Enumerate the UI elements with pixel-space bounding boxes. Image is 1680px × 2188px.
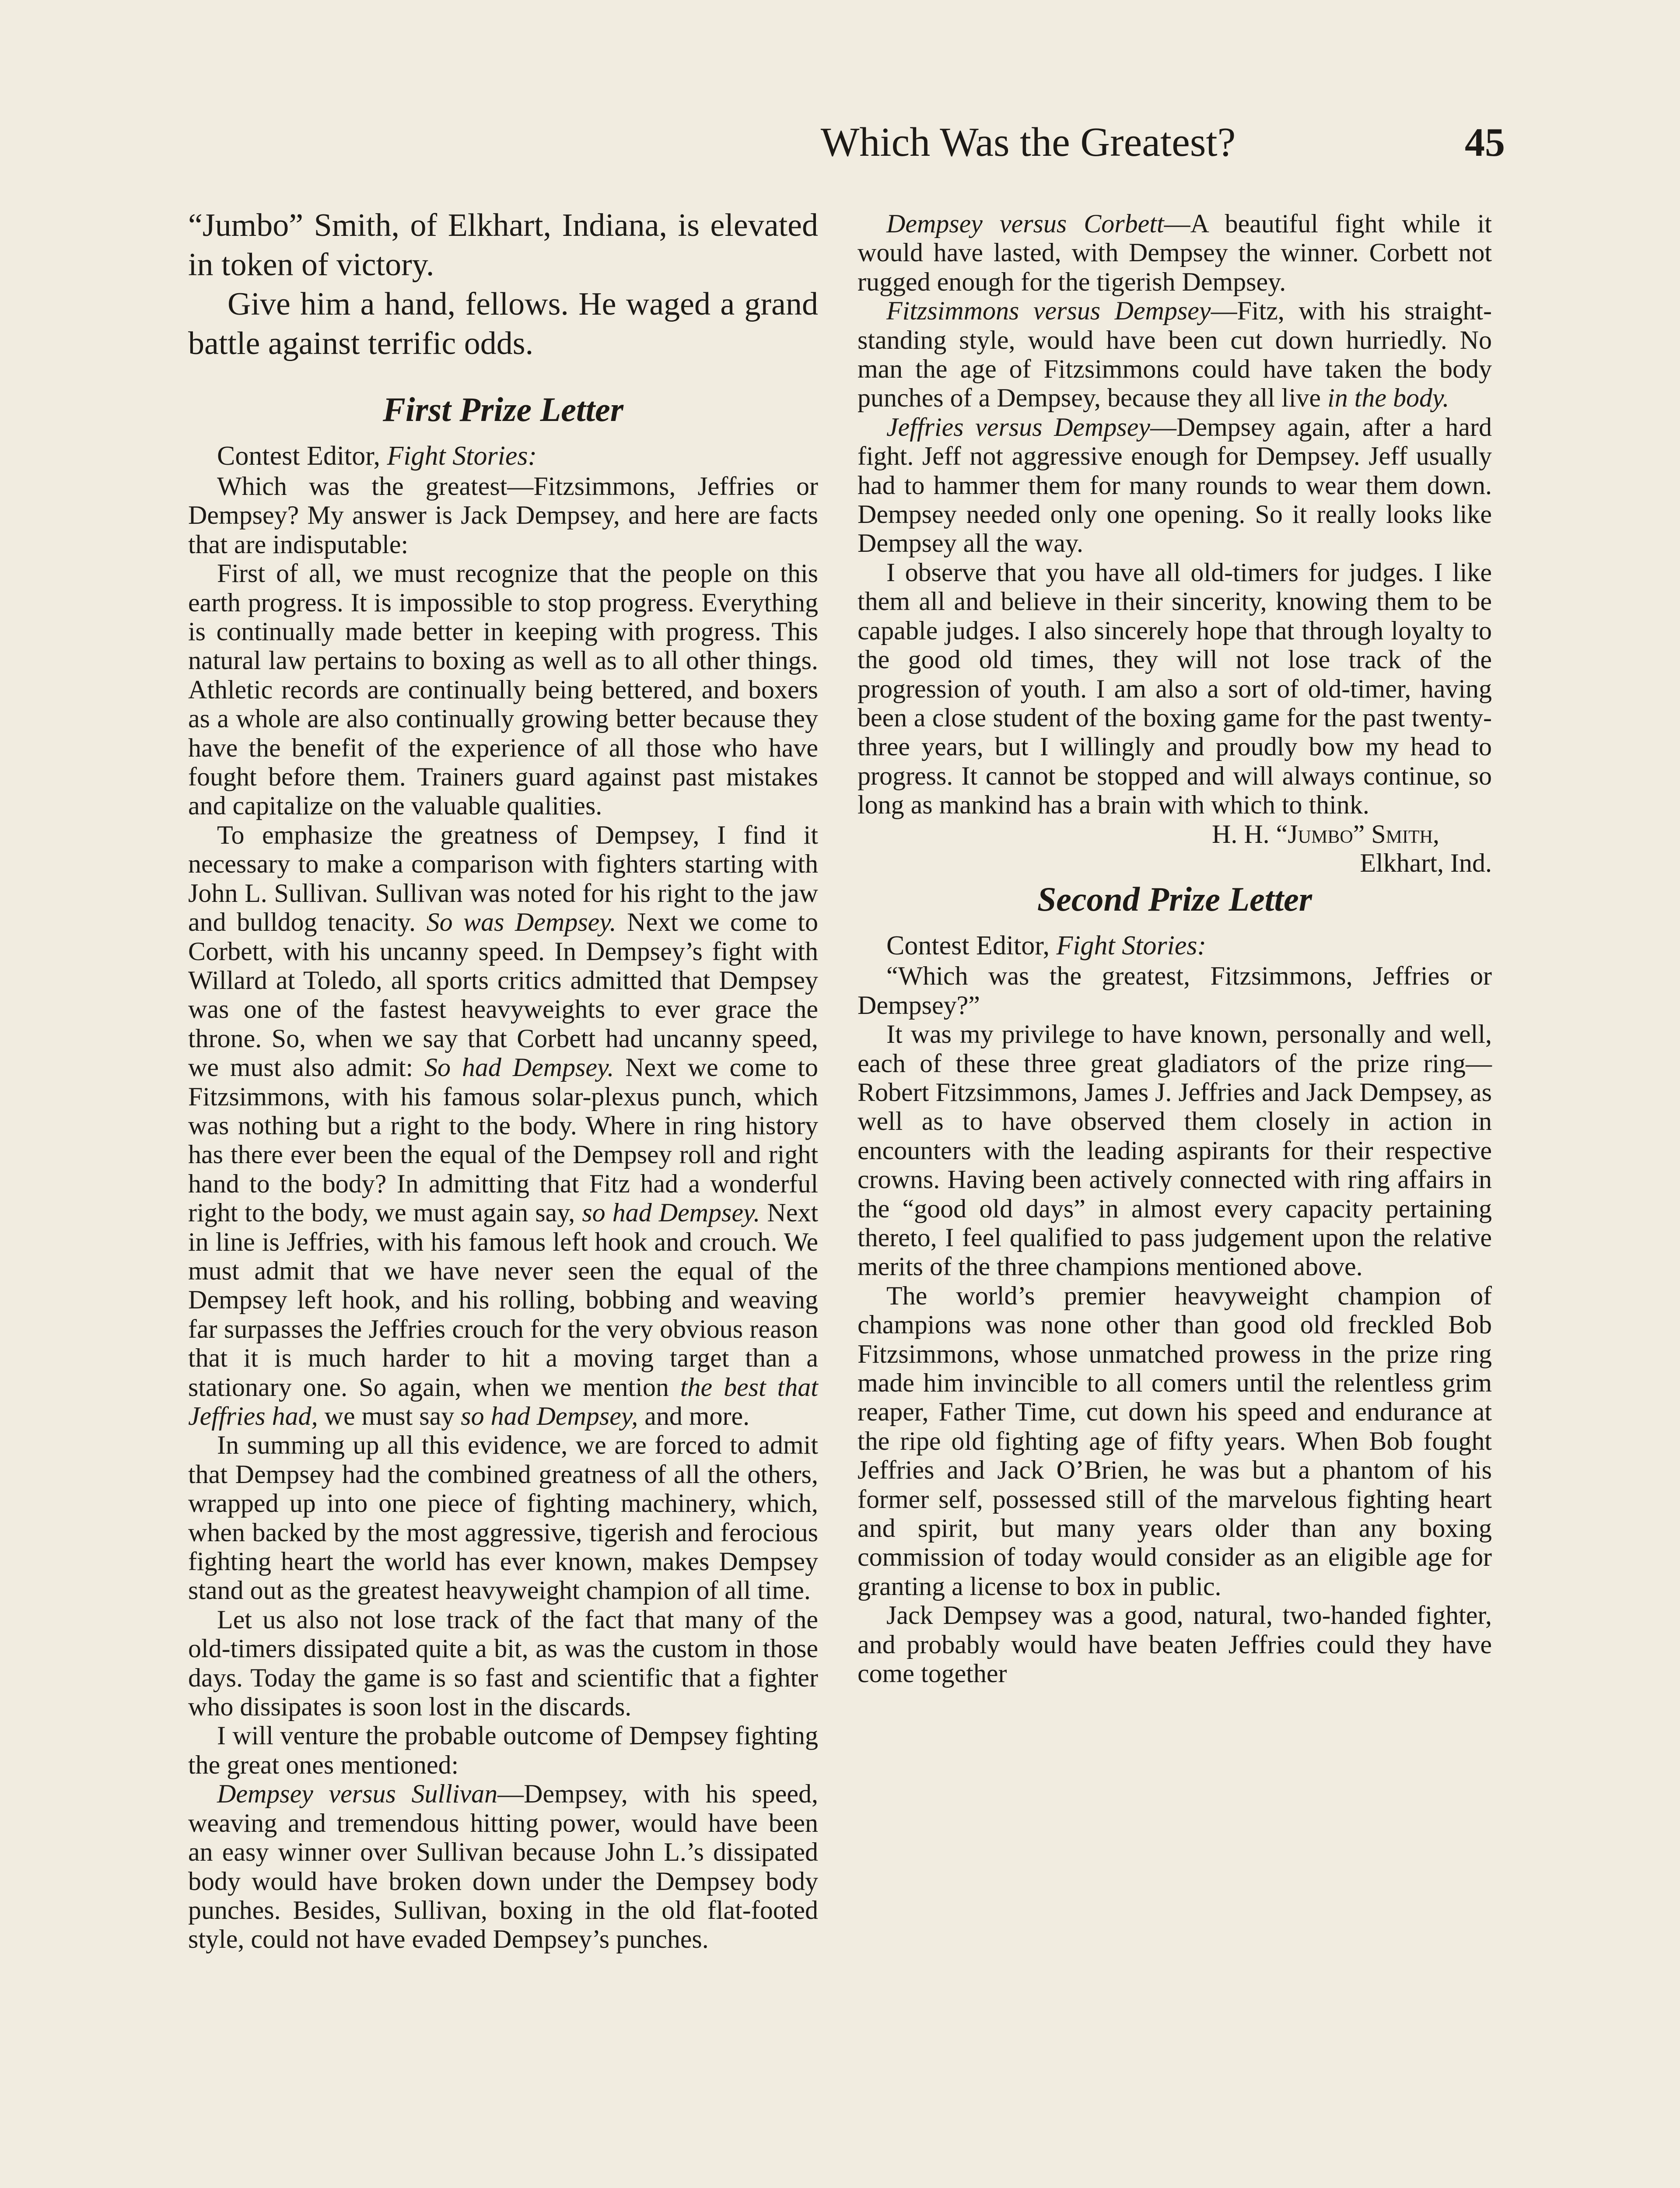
matchup-label: Jeffries versus Dempsey: [886, 412, 1150, 442]
second-letter-paragraph-4: Jack Dempsey was a good, natural, two-handed fighter, and probably would have beaten Jeffries could they have come together: [858, 1601, 1492, 1688]
second-letter-salutation: [858, 930, 1492, 961]
matchup-sullivan-paragraph: [188, 1779, 818, 1953]
second-letter-paragraph-1: “Which was the greatest, Fitzsimmons, Jeffries or Dempsey?”: [858, 961, 1492, 1020]
emphasis-run: So had Dempsey.: [424, 1053, 614, 1082]
matchup-label: Dempsey versus Sullivan: [217, 1779, 498, 1809]
second-letter-paragraph-3: The world’s premier heavyweight champion of champions was none other than good old freckled Bob Fitzsimmons, whose unmatched prowess in the prize ring made him invincible to all comers until the relentless grim reaper, Father Time, cut down his speed and endurance at the ripe old fighting age of fifty years. When Bob fought Jeffries and Jack O’Brien, he was but a phantom of his former self, possessed still of the marvelous fighting heart and spirit, but many years older than any boxing commission of today would consider as an eligible age for granting a license to box in public.: [858, 1281, 1492, 1601]
first-letter-paragraph-3: [188, 820, 818, 1431]
second-letter-paragraph-2: It was my privilege to have known, personally and well, each of these three great gladiators of the prize ring—Robert Fitzsimmons, James J. Jeffries and Jack Dempsey, as well as to have observed them closely in action in encounters with the leading aspirants for their respective crowns. Having been actively connected with ring affairs in the “good old days” in almost every capacity pertaining thereto, I feel qualified to pass judgement upon the relative merits of the three champions mentioned above.: [858, 1020, 1492, 1281]
matchup-text: —Dempsey again, after a hard fight. Jeff not aggressive enough for Dempsey. Jeff usually had to hammer them for many rounds to wear them down. Dempsey needed only one opening. So it really looks like Dempsey all the way.: [858, 412, 1492, 558]
emphasis-run: so had Dempsey.: [582, 1198, 760, 1227]
salutation-prefix: Contest Editor,: [886, 931, 1057, 961]
intro-paragraph-1: “Jumbo” Smith, of Elkhart, Indiana, is elevated in token of victory.: [188, 207, 818, 283]
emphasis-run: so had Dempsey,: [461, 1402, 638, 1431]
matchup-label: Dempsey versus Corbett: [886, 209, 1164, 238]
first-letter-paragraph-5: Let us also not lose track of the fact that many of the old-timers dissipated quite a bit, as was the custom in those days. Today the game is so fast and scientific that a fighter who dissipates is soon lost in the discards.: [188, 1605, 818, 1722]
page-number: 45: [1465, 120, 1505, 165]
text-run: Next we come to Fitzsimmons, with his famous solar-plexus punch, which was nothing but a right to the body. Where in ring history has there ever been the equal of the Dempsey roll and right hand to the body? In admitting that Fitz had a wonderful right to the body, we must again say,: [188, 1053, 818, 1227]
emphasis-run: in the body.: [1327, 383, 1449, 413]
running-head-title: Which Was the Greatest?: [820, 119, 1236, 165]
text-run: To emphasize the greatness of Dempsey, I find it necessary to make a comparison with fighters starting with John L. Sullivan. Sullivan was noted for his right to the jaw and bulldog tenacity.: [188, 820, 818, 937]
emphasis-run: the best that Jeffries had,: [188, 1372, 818, 1431]
emphasis-run: So was Dempsey.: [426, 908, 616, 937]
salutation-magazine: Fight Stories:: [387, 441, 537, 471]
left-column: [188, 206, 818, 1954]
matchup-text: —Dempsey, with his speed, weaving and tremendous hitting power, would have been an easy winner over Sullivan because John L.’s dissipated body would have broken down under the Dempsey body punches. Besides, Sullivan, boxing in the old flat-footed style, could not have evaded Dempsey’s punches.: [188, 1779, 818, 1954]
matchup-label: Fitzsimmons versus Dempsey: [886, 296, 1211, 326]
matchup-jeffries-paragraph: [858, 413, 1492, 558]
matchup-text: —Fitz, with his straight-standing style, would have been cut down hurriedly. No man the age of Fitzsimmons could have taken the body punches of a Dempsey, because they all live: [858, 296, 1492, 413]
first-letter-salutation: [188, 440, 818, 472]
text-run: Next in line is Jeffries, with his famous left hook and crouch. We must admit that we have never seen the equal of the Dempsey left hook, and his rolling, bobbing and weaving far surpasses the Jeffries crouch for the very obvious reason that it is much harder to hit a moving target than a stationary one. So again, when we mention: [188, 1198, 818, 1402]
salutation-magazine: Fight Stories:: [1056, 931, 1207, 961]
first-letter-signature: H. H. “Jumbo” Smith,: [1212, 819, 1439, 849]
first-letter-paragraph-2: First of all, we must recognize that the people on this earth progress. It is impossible to stop progress. Everything is continually made better in keeping with progress. This natural law pertains to boxing as well as to all other things. Athletic records are continually being bettered, and boxers as a whole are also continually growing better because they have the benefit of the experience of all those who have fought before them. Trainers guard against past mistakes and capitalize on the valuable qualities.: [188, 559, 818, 820]
first-letter-paragraph-4: In summing up all this evidence, we are forced to admit that Dempsey had the combined greatness of all the others, wrapped up into one piece of fighting machinery, which, when backed by the most aggressive, tigerish and ferocious fighting heart the world has ever known, makes Dempsey stand out as the greatest heavyweight champion of all time.: [188, 1431, 818, 1605]
first-prize-heading: First Prize Letter: [382, 390, 624, 428]
matchup-corbett-paragraph: [858, 209, 1492, 296]
first-letter-paragraph-1: Which was the greatest—Fitzsimmons, Jeffries or Dempsey? My answer is Jack Dempsey, and here are facts that are indisputable:: [188, 472, 818, 559]
second-prize-heading: Second Prize Letter: [1037, 880, 1312, 919]
intro-paragraph-2: Give him a hand, fellows. He waged a grand battle against terrific odds.: [188, 286, 818, 361]
text-run: and more.: [638, 1402, 750, 1431]
first-letter-paragraph-7: I observe that you have all old-timers for judges. I like them all and believe in their sincerity, knowing them to be capable judges. I also sincerely hope that through loyalty to the good old times, they will not lose track of the progression of youth. I am also a sort of old-timer, having been a close student of the boxing game for the past twenty-three years, but I willingly and proudly bow my head to progress. It cannot be stopped and will always continue, so long as mankind has a brain with which to think.: [858, 558, 1492, 820]
first-letter-paragraph-6: I will venture the probable outcome of Dempsey fighting the great ones mentioned:: [188, 1721, 818, 1779]
text-run: we must say: [318, 1402, 461, 1431]
matchup-text: —A beautiful fight while it would have lasted, with Dempsey the winner. Corbett not rugged enough for the tigerish Dempsey.: [858, 209, 1492, 296]
text-run: Next we come to Corbett, with his uncanny speed. In Dempsey’s fight with Willard at Toledo, all sports critics admitted that Dempsey was one of the fastest heavyweights to ever grace the throne. So, when we say that Corbett had uncanny speed, we must also admit:: [188, 908, 818, 1082]
right-column: [858, 209, 1492, 1688]
salutation-prefix: Contest Editor,: [217, 441, 387, 471]
matchup-fitzsimmons-paragraph: [858, 296, 1492, 413]
first-letter-place: Elkhart, Ind.: [1360, 848, 1492, 877]
